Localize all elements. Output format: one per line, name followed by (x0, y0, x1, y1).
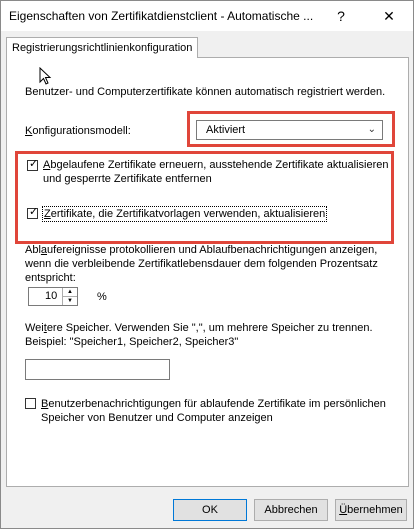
chevron-down-icon: ⌄ (367, 124, 376, 135)
tab-label: Registrierungsrichtlinienkonfiguration (12, 42, 193, 54)
tab-enrollment-policy-config[interactable] (6, 37, 198, 58)
expiry-description: Ablaufereignisse protokollieren und Ablaufbenachrichtigungen anzeigen, wenn die verbleibende Zertifikatlebensdauer dem folgenden Prozentsatz entspricht: (25, 244, 378, 284)
expiry-percent-value: 10 (45, 290, 58, 302)
percent-unit: % (97, 291, 107, 303)
notify-users-checkbox[interactable] (25, 398, 36, 409)
title-bar (1, 1, 413, 31)
ok-button[interactable]: OK (173, 499, 247, 521)
mouse-cursor-icon (39, 67, 55, 87)
config-model-value: Aktiviert (206, 124, 246, 136)
renew-certificates-label: Abgelaufene Zertifikate erneuern, ausstehende Zertifikate aktualisieren und gesperrte Zertifikate entfernen (43, 159, 389, 185)
cancel-button[interactable]: Abbrechen (254, 499, 328, 521)
window-title: Eigenschaften von Zertifikatdienstclient - Automatische ... (9, 9, 314, 23)
notify-users-label: Benutzerbenachrichtigungen für ablaufende Zertifikate im persönlichen Speicher von Benutzer und Computer anzeigen (41, 398, 386, 424)
config-model-select[interactable] (196, 120, 383, 140)
checkmark-icon: ✓ (29, 206, 39, 218)
help-button[interactable]: ? (337, 8, 345, 24)
spinner-arrows (62, 288, 77, 305)
checkmark-icon: ✓ (29, 158, 39, 170)
update-templates-checkbox[interactable] (27, 208, 38, 219)
renew-certificates-checkbox[interactable] (27, 160, 38, 171)
close-button[interactable]: ✕ (383, 8, 395, 24)
additional-stores-input[interactable] (25, 359, 170, 380)
expiry-percent-spinner[interactable] (28, 287, 78, 306)
stores-description: Weitere Speicher. Verwenden Sie ",", um mehrere Speicher zu trennen. Beispiel: "Speicher1, Speicher2, Speicher3" (25, 322, 373, 348)
spin-up-icon[interactable]: ▲ (63, 288, 77, 297)
config-model-label: Konfigurationsmodell: (25, 125, 131, 137)
spin-down-icon[interactable]: ▼ (67, 298, 73, 304)
intro-text: Benutzer- und Computerzertifikate können automatisch registriert werden. (25, 86, 386, 98)
update-templates-label: Zertifikate, die Zertifikatvorlagen verwenden, aktualisieren (44, 208, 326, 220)
apply-button[interactable]: Übernehmen (335, 499, 407, 521)
